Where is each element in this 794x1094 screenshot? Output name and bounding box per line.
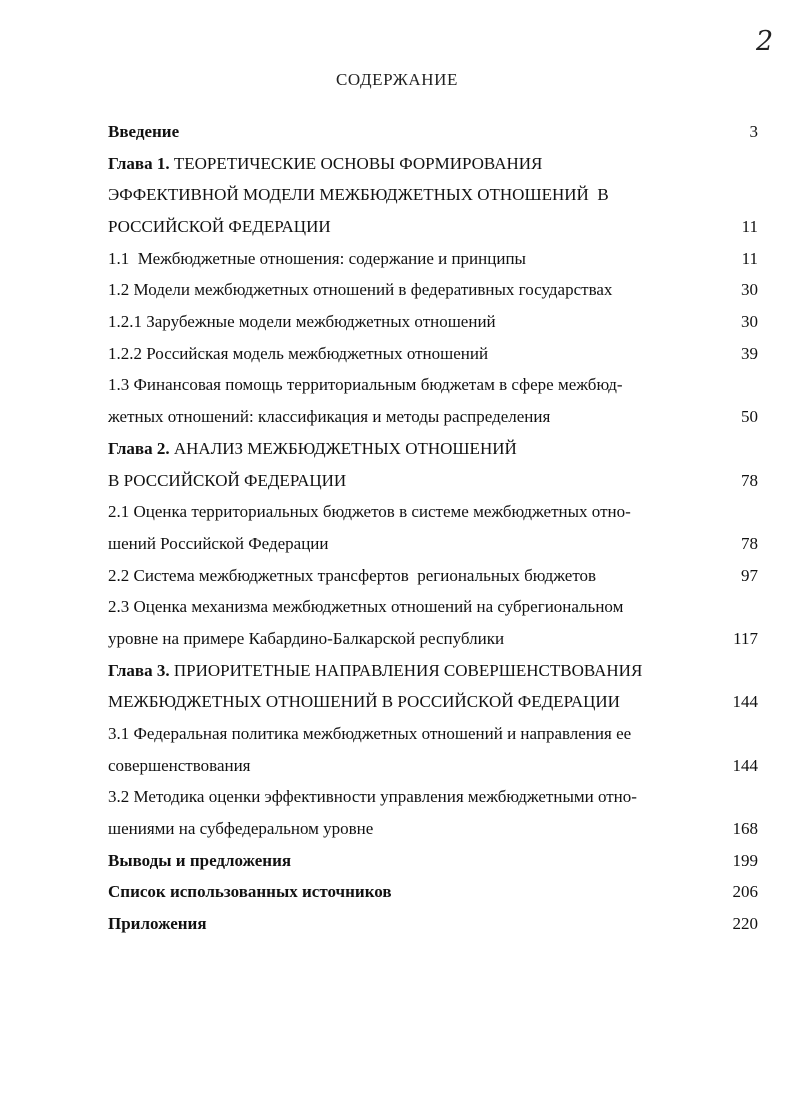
toc-entry: [108, 750, 758, 782]
toc-entry: [108, 274, 758, 306]
toc-entry: [108, 877, 758, 909]
toc-entry-text: [108, 560, 698, 592]
toc-entry: [108, 401, 758, 433]
toc-entry: [108, 813, 758, 845]
toc-entry-label: ТЕОРЕТИЧЕСКИЕ ОСНОВЫ ФОРМИРОВАНИЯ: [169, 153, 543, 173]
toc-entry-page: 117: [733, 628, 758, 648]
toc-entry-page: 3: [749, 121, 758, 141]
toc-entry: [108, 148, 758, 180]
toc-entry-label: 1.1 Межбюджетные отношения: содержание и принципы: [108, 248, 526, 268]
toc-entry-text: [108, 401, 698, 433]
toc-entry: [108, 591, 758, 623]
toc-entry-label: ПРИОРИТЕТНЫЕ НАПРАВЛЕНИЯ СОВЕРШЕНСТВОВАНИЯ: [169, 660, 643, 680]
toc-entry: [108, 306, 758, 338]
handwritten-page-number: 2: [756, 26, 774, 57]
toc-entry: [108, 718, 758, 750]
toc-entry: [108, 211, 758, 243]
toc-entry-text: [108, 528, 698, 560]
toc-entry-page: 206: [732, 882, 758, 902]
toc-entry-label: жетных отношений: классификация и методы распределения: [108, 407, 551, 427]
toc-entry-page: 78: [741, 470, 758, 490]
toc-entry-text: [108, 148, 698, 180]
toc-entry: [108, 433, 758, 465]
toc-entry-label: 2.3 Оценка механизма межбюджетных отношений на субрегиональном: [108, 597, 624, 617]
toc-title: СОДЕРЖАНИЕ: [335, 70, 459, 89]
toc-entry-heading: Список использованных источников: [108, 882, 392, 902]
toc-entry-label: РОССИЙСКОЙ ФЕДЕРАЦИИ: [108, 217, 331, 237]
toc-entry: [108, 845, 758, 877]
toc-entry-heading: Выводы и предложения: [108, 850, 292, 870]
toc-entry-label: уровне на примере Кабардино-Балкарской республики: [108, 628, 505, 648]
toc-entry-page: 144: [732, 755, 758, 775]
toc-entry-text: [108, 243, 698, 275]
toc-entry-page: 39: [741, 343, 758, 363]
toc-entry-label: В РОССИЙСКОЙ ФЕДЕРАЦИИ: [108, 470, 347, 490]
toc-entry-text: [108, 876, 698, 908]
toc-entry-text: [108, 845, 698, 877]
toc-entry-text: [108, 750, 698, 782]
toc-entry-label: 3.2 Методика оценки эффективности управления межбюджетными отно-: [108, 787, 637, 807]
toc-entry-page: 199: [732, 850, 758, 870]
toc-entry-label: ЭФФЕКТИВНОЙ МОДЕЛИ МЕЖБЮДЖЕТНЫХ ОТНОШЕНИЙ В: [108, 185, 609, 205]
toc-entry: [108, 781, 758, 813]
toc-entry: [108, 528, 758, 560]
toc-entry: [108, 686, 758, 718]
toc-entry: [108, 116, 758, 148]
toc-entry-text: [108, 655, 698, 687]
toc-entry: [108, 496, 758, 528]
toc-entry: [108, 623, 758, 655]
toc-entry-page: 11: [741, 248, 758, 268]
toc-entry-heading: Глава 3.: [108, 660, 170, 680]
toc-entry-label: 2.1 Оценка территориальных бюджетов в системе межбюджетных отно-: [108, 502, 631, 522]
toc-entry-label: 1.2.2 Российская модель межбюджетных отношений: [108, 343, 489, 363]
toc-entry-text: [108, 338, 698, 370]
toc-entry-text: [108, 369, 698, 401]
toc-entry-text: [108, 686, 698, 718]
toc-entry-label: АНАЛИЗ МЕЖБЮДЖЕТНЫХ ОТНОШЕНИЙ: [169, 438, 517, 458]
toc-entry-text: [108, 211, 698, 243]
toc-entry-text: [108, 116, 698, 148]
toc-entry-text: [108, 813, 698, 845]
toc-entry-text: [108, 179, 698, 211]
toc-entry-text: [108, 465, 698, 497]
toc-entry-label: 1.2 Модели межбюджетных отношений в федеративных государствах: [108, 280, 613, 300]
toc-entry: [108, 655, 758, 687]
toc-entry-text: [108, 591, 698, 623]
toc-entry-page: 30: [741, 312, 758, 332]
toc-entry: [108, 560, 758, 592]
toc-entry-label: 1.2.1 Зарубежные модели межбюджетных отношений: [108, 312, 496, 332]
toc-entry-label: 2.2 Система межбюджетных трансфертов региональных бюджетов: [108, 565, 597, 585]
toc-entry: [108, 465, 758, 497]
toc-entry: [108, 908, 758, 940]
toc-entry-page: 50: [741, 407, 758, 427]
toc-entry-page: 97: [741, 565, 758, 585]
toc-entry-page: 11: [741, 217, 758, 237]
toc-entry-heading: Введение: [108, 121, 180, 141]
toc-entry-heading: Глава 1.: [108, 153, 170, 173]
toc-entry-text: [108, 718, 698, 750]
toc-entry-heading: Глава 2.: [108, 438, 170, 458]
toc-entry-text: [108, 306, 698, 338]
toc-entry-heading: Приложения: [108, 914, 207, 934]
toc-entry-label: МЕЖБЮДЖЕТНЫХ ОТНОШЕНИЙ В РОССИЙСКОЙ ФЕДЕРАЦИИ: [108, 692, 620, 712]
toc-entry-label: шений Российской Федерации: [108, 533, 329, 553]
toc-entry-page: 168: [732, 819, 758, 839]
toc-entry-page: 220: [732, 914, 758, 934]
toc-entry-page: 78: [741, 533, 758, 553]
toc-entry: [108, 243, 758, 275]
toc-entry-text: [108, 496, 698, 528]
toc-entry-label: 3.1 Федеральная политика межбюджетных отношений и направления ее: [108, 724, 632, 744]
toc-entry-page: 30: [741, 280, 758, 300]
toc-entry-label: шениями на субфедеральном уровне: [108, 819, 374, 839]
toc-entry: [108, 370, 758, 402]
toc-entry-text: [108, 781, 698, 813]
toc-entry: [108, 338, 758, 370]
toc-entry-label: совершенствования: [108, 755, 251, 775]
toc-entry: [108, 179, 758, 211]
toc-entry-label: 1.3 Финансовая помощь территориальным бюджетам в сфере межбюд-: [108, 375, 623, 395]
table-of-contents: [108, 116, 758, 940]
toc-entry-text: [108, 274, 698, 306]
toc-entry-page: 144: [732, 692, 758, 712]
toc-entry-text: [108, 623, 698, 655]
toc-entry-text: [108, 908, 698, 940]
toc-entry-text: [108, 433, 698, 465]
